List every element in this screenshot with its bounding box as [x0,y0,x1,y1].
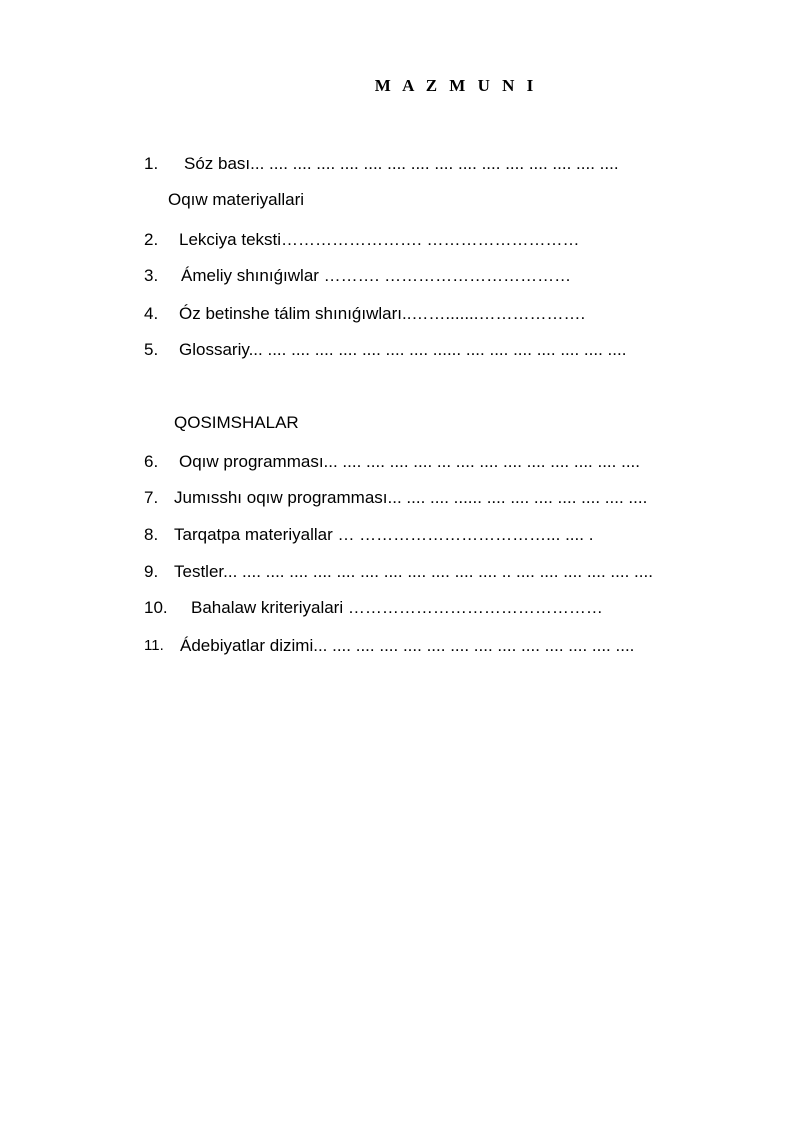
section-heading-materials [168,189,468,211]
toc-entry-8 [144,524,714,546]
toc-entry-text: Oqıw programması... .... .... .... .... ... .... .... .... .... .... .... .... .... [179,452,640,471]
toc-entry-number: 5. [144,340,159,359]
toc-entry-9 [144,561,744,583]
toc-entry-text: Glossariy... .... .... .... .... .... .... .... ...... .... .... .... .... .... .... .... [179,340,627,359]
toc-entry-2 [144,229,704,251]
toc-entry-text: Tarqatpa materiyallar … ……………………………... .... . [174,525,594,544]
toc-entry-number: 9. [144,562,159,581]
toc-entry-number: 2. [144,230,159,249]
section-heading-text: QOSIMSHALAR [174,413,299,432]
page-title: M A Z M U N I [374,76,538,95]
toc-entry-10 [144,597,714,619]
toc-entry-number: 7. [144,488,159,507]
toc-entry-text: Testler... .... .... .... .... .... .... .... .... .... .... .... .. .... .... .... .... .... .... [174,562,653,581]
toc-entry-number: 6. [144,452,159,471]
toc-entry-text: Lekciya teksti……………………. ……………………… [179,230,580,249]
toc-entry-3 [144,265,704,287]
toc-entry-text: Ámeliy shınıǵıwlar ………. …………………………… [181,266,572,285]
toc-entry-number: 1. [144,154,159,173]
toc-entry-number: 3. [144,266,159,285]
toc-entry-number: 10. [144,598,168,617]
section-heading-appendices [174,412,474,434]
toc-entry-text: Sóz bası... .... .... .... .... .... .... .... .... .... .... .... .... .... .... .... [184,154,619,173]
toc-entry-text: Bahalaw kriteriyalari ……………………………………… [191,598,603,617]
toc-entry-text: Ádebiyatlar dizimi... .... .... .... .... .... .... .... .... .... .... .... .... .... [180,636,635,655]
toc-entry-11 [144,635,714,657]
toc-entry-7 [144,487,714,509]
toc-entry-text: Óz betinshe tálim shınıǵıwları..…….......………………. [179,304,586,323]
toc-entry-4 [144,303,704,325]
toc-entry-number: 4. [144,304,159,323]
toc-entry-5 [144,339,704,361]
toc-entry-1 [144,153,704,175]
toc-entry-number: 8. [144,525,159,544]
toc-entry-6 [144,451,714,473]
toc-entry-number: 11. [144,637,164,654]
toc-entry-text: Jumısshı oqıw programması... .... .... ...... .... .... .... .... .... .... .... [174,488,648,507]
section-heading-text: Oqıw materiyallari [168,190,305,209]
